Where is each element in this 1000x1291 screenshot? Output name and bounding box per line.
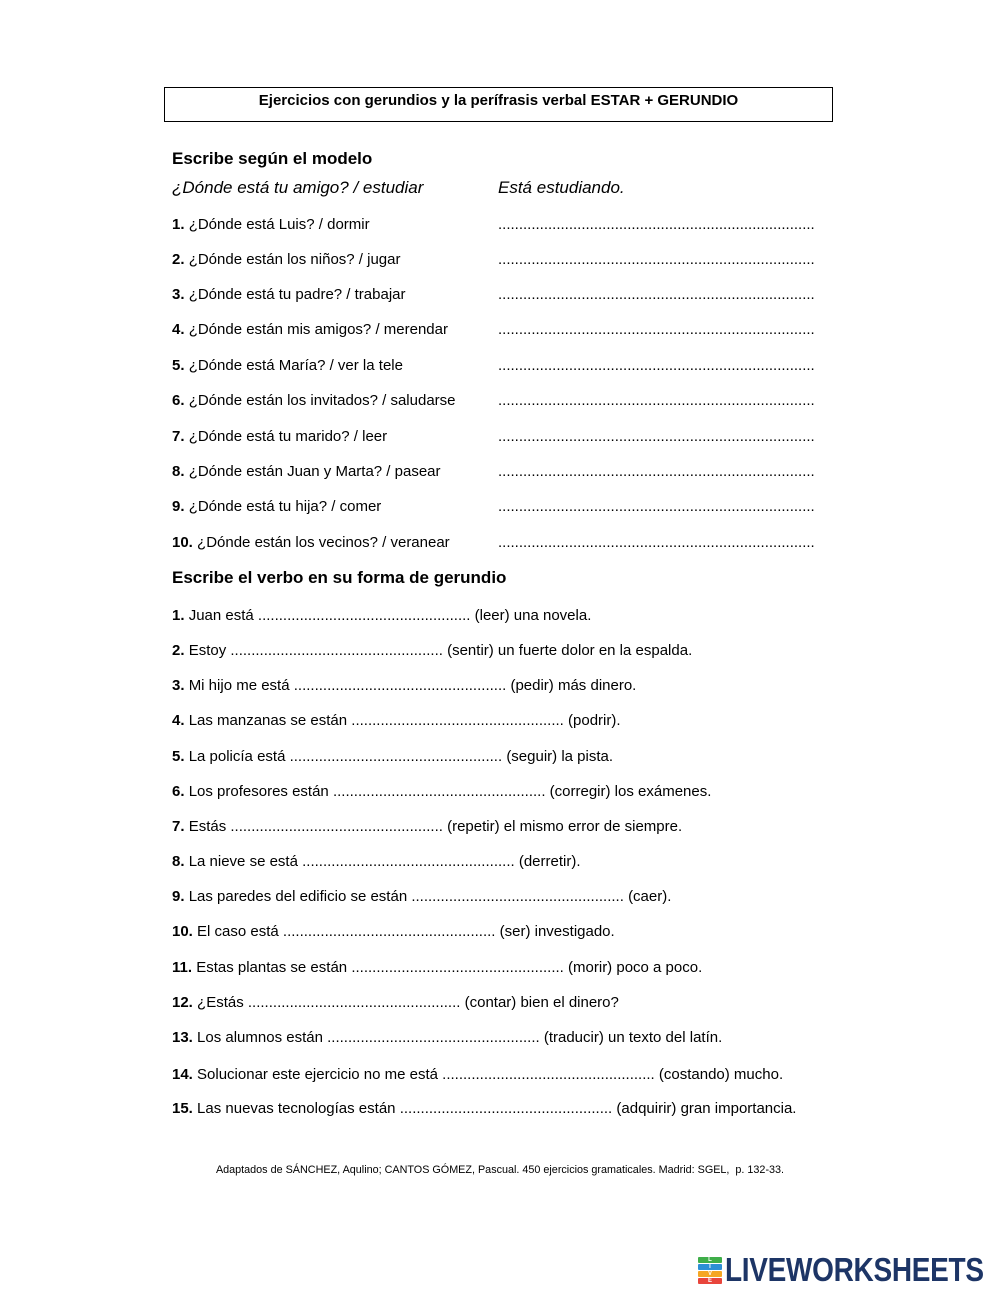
item-text: ¿Dónde está tu padre? / trabajar <box>188 286 406 303</box>
item-number: 7. <box>172 428 185 445</box>
item-text-before: Estas plantas se están <box>196 959 348 976</box>
item-text-before: La policía está <box>188 748 286 765</box>
exercise2-item <box>172 887 982 907</box>
exercise2-item <box>172 958 982 978</box>
source-citation: Adaptados de SÁNCHEZ, Aqulino; CANTOS GÓMEZ, Pascual. 450 ejercicios gramaticales. Madrid: SGEL, p. 132-33. <box>215 1164 785 1176</box>
exercise2-item <box>172 922 982 942</box>
item-text-after: (costando) mucho. <box>658 1066 784 1083</box>
answer-blank[interactable]: ............................................................................ <box>498 251 815 268</box>
exercise1-item <box>0 356 1000 376</box>
item-number: 13. <box>172 1029 193 1046</box>
answer-blank[interactable]: ................................................... <box>230 642 443 659</box>
item-number: 8. <box>172 463 185 480</box>
answer-blank[interactable]: ................................................... <box>332 783 546 800</box>
model-answer: Está estudiando. <box>498 178 625 197</box>
answer-blank[interactable]: ............................................................................ <box>498 286 815 303</box>
item-text: ¿Dónde está Luis? / dormir <box>188 216 370 233</box>
item-text-before: El caso está <box>197 923 279 940</box>
item-number: 3. <box>172 286 185 303</box>
worksheet-title: Ejercicios con gerundios y la perífrasis verbal ESTAR + GERUNDIO <box>164 87 833 122</box>
item-number: 3. <box>172 677 185 694</box>
exercise2-item <box>172 606 982 626</box>
answer-blank[interactable]: ................................................... <box>257 607 471 624</box>
exercise1-item <box>0 533 1000 553</box>
answer-blank[interactable]: ............................................................................ <box>498 498 815 515</box>
item-question <box>172 462 441 482</box>
item-text: ¿Dónde está tu marido? / leer <box>188 428 388 445</box>
item-number: 11. <box>172 959 193 976</box>
item-number: 5. <box>172 748 185 765</box>
item-number: 10. <box>172 923 193 940</box>
answer-blank[interactable]: ............................................................................ <box>498 463 815 480</box>
item-text: ¿Dónde están mis amigos? / merendar <box>188 321 448 338</box>
liveworksheets-logo <box>698 1250 996 1288</box>
answer-blank[interactable]: ............................................................................ <box>498 534 815 551</box>
answer-blank[interactable]: ................................................... <box>351 712 564 729</box>
item-number: 12. <box>172 994 193 1011</box>
item-text: ¿Dónde está María? / ver la tele <box>188 357 403 374</box>
item-text-after: (pedir) más dinero. <box>510 677 637 694</box>
item-text-after: (derretir). <box>518 853 581 870</box>
item-number: 6. <box>172 392 185 409</box>
answer-blank[interactable]: ............................................................................ <box>498 428 815 445</box>
item-text-before: Las nuevas tecnologías están <box>197 1100 396 1117</box>
model-question: ¿Dónde está tu amigo? / estudiar <box>172 178 424 197</box>
answer-blank[interactable]: ................................................... <box>289 748 503 765</box>
exercise2-item <box>172 782 982 802</box>
item-text-before: Los alumnos están <box>197 1029 323 1046</box>
answer-blank[interactable]: ................................................... <box>247 994 461 1011</box>
exercise2-item <box>172 852 982 872</box>
item-question <box>172 427 387 447</box>
logo-wordmark: LIVEWORKSHEETS <box>725 1250 984 1288</box>
item-number: 4. <box>172 712 185 729</box>
item-number: 6. <box>172 783 185 800</box>
item-question <box>172 285 405 305</box>
answer-blank[interactable]: ................................................... <box>230 818 443 835</box>
item-question <box>172 533 450 553</box>
item-number: 1. <box>172 607 185 624</box>
item-text-after: (ser) investigado. <box>499 923 615 940</box>
item-text: ¿Dónde están Juan y Marta? / pasear <box>188 463 441 480</box>
item-text-after: (seguir) la pista. <box>506 748 614 765</box>
item-number: 14. <box>172 1066 193 1083</box>
item-question <box>172 250 400 270</box>
section1-heading: Escribe según el modelo <box>172 149 373 168</box>
item-number: 8. <box>172 853 185 870</box>
exercise2-item <box>172 817 982 837</box>
answer-blank[interactable]: ................................................... <box>411 888 624 905</box>
item-question <box>172 356 403 376</box>
exercise2-item <box>172 711 982 731</box>
item-number: 9. <box>172 888 185 905</box>
answer-blank[interactable]: ................................................... <box>282 923 496 940</box>
item-text-after: (traducir) un texto del latín. <box>543 1029 723 1046</box>
item-text-before: Los profesores están <box>188 783 329 800</box>
item-text-after: (corregir) los exámenes. <box>549 783 712 800</box>
item-text-before: Estoy <box>188 642 227 659</box>
exercise1-item <box>0 320 1000 340</box>
item-text-after: (morir) poco a poco. <box>568 959 703 976</box>
item-number: 15. <box>172 1100 193 1117</box>
exercise2-item <box>172 641 982 661</box>
answer-blank[interactable]: ................................................... <box>351 959 564 976</box>
item-text-before: Estás <box>188 818 227 835</box>
item-number: 4. <box>172 321 185 338</box>
item-number: 5. <box>172 357 185 374</box>
exercise2-item <box>172 747 982 767</box>
logo-tile-i: I <box>698 1264 722 1270</box>
exercise2-item <box>172 1028 982 1048</box>
item-text: ¿Dónde está tu hija? / comer <box>188 498 382 515</box>
item-text-after: (adquirir) gran importancia. <box>616 1100 797 1117</box>
item-text-after: (sentir) un fuerte dolor en la espalda. <box>447 642 693 659</box>
item-number: 9. <box>172 498 185 515</box>
item-question <box>172 320 448 340</box>
answer-blank[interactable]: ................................................... <box>399 1100 613 1117</box>
item-number: 1. <box>172 216 185 233</box>
exercise2-item <box>172 1065 982 1085</box>
exercise2-item <box>172 1099 982 1119</box>
logo-tile-v: V <box>698 1271 722 1277</box>
answer-blank[interactable]: ................................................... <box>293 677 507 694</box>
exercise1-item <box>0 215 1000 235</box>
answer-blank[interactable]: ................................................... <box>302 853 515 870</box>
item-text-before: Juan está <box>188 607 254 624</box>
item-text-after: (leer) una novela. <box>474 607 592 624</box>
item-text-after: (podrir). <box>568 712 621 729</box>
item-number: 7. <box>172 818 185 835</box>
item-number: 2. <box>172 642 185 659</box>
exercise1-item <box>0 391 1000 411</box>
exercise2-item <box>172 676 982 696</box>
exercise1-item <box>0 462 1000 482</box>
item-text-before: Solucionar este ejercicio no me está <box>197 1066 438 1083</box>
item-text-before: La nieve se está <box>188 853 298 870</box>
answer-blank[interactable]: ............................................................................ <box>498 321 815 338</box>
item-text-after: (contar) bien el dinero? <box>464 994 619 1011</box>
item-text-before: Mi hijo me está <box>188 677 290 694</box>
item-text-before: Las manzanas se están <box>188 712 348 729</box>
answer-blank[interactable]: ................................................... <box>442 1066 655 1083</box>
section2-heading: Escribe el verbo en su forma de gerundio <box>172 568 507 587</box>
answer-blank[interactable]: ................................................... <box>327 1029 540 1046</box>
item-text-before: Las paredes del edificio se están <box>188 888 408 905</box>
item-number: 10. <box>172 534 193 551</box>
item-text: ¿Dónde están los vecinos? / veranear <box>197 534 450 551</box>
logo-tile-l: L <box>698 1257 722 1263</box>
item-text-after: (repetir) el mismo error de siempre. <box>447 818 683 835</box>
item-text: ¿Dónde están los niños? / jugar <box>188 251 401 268</box>
item-text: ¿Dónde están los invitados? / saludarse <box>188 392 456 409</box>
item-text-after: (caer). <box>628 888 672 905</box>
item-question <box>172 497 381 517</box>
logo-tile-e: E <box>698 1278 722 1284</box>
exercise1-item <box>0 427 1000 447</box>
item-question <box>172 391 456 411</box>
item-number: 2. <box>172 251 185 268</box>
answer-blank[interactable]: ............................................................................ <box>498 216 815 233</box>
liveworksheets-logo-icon <box>698 1257 722 1284</box>
exercise1-item <box>0 285 1000 305</box>
answer-blank[interactable]: ............................................................................ <box>498 392 815 409</box>
item-text-before: ¿Estás <box>197 994 244 1011</box>
exercise1-item <box>0 497 1000 517</box>
model-example <box>0 177 1000 199</box>
answer-blank[interactable]: ............................................................................ <box>498 357 815 374</box>
item-question <box>172 215 370 235</box>
exercise1-item <box>0 250 1000 270</box>
exercise2-item <box>172 993 982 1013</box>
